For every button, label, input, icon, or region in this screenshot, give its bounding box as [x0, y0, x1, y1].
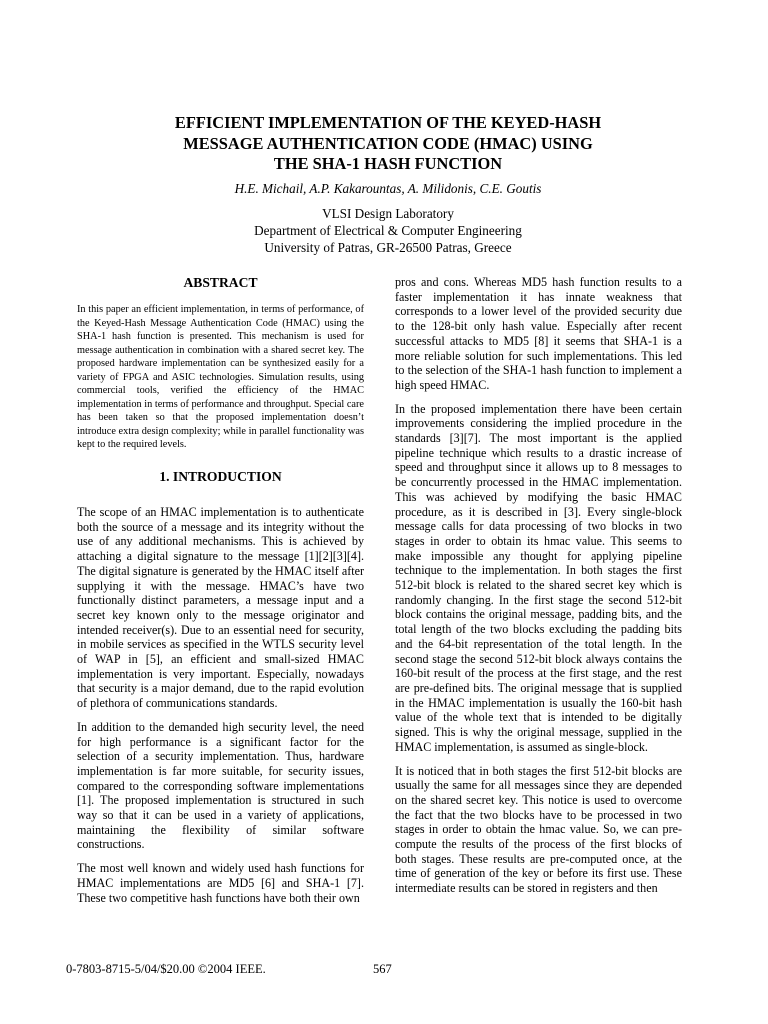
- intro-paragraph: pros and cons. Whereas MD5 hash function results to a faster implementation it has innate weakness that corresponds to a lower level of the provided security due to the 128-bit only hash value. Especially after recent successful attacks to MD5 [8] it seems that SHA-1 is a more reliable solution for such implementations. This led to the selection of the SHA-1 hash function to implement a high speed HMAC.: [395, 275, 682, 392]
- abstract-heading: ABSTRACT: [183, 275, 258, 290]
- left-column: [77, 275, 364, 905]
- intro-paragraph: The scope of an HMAC implementation is to authenticate both the source of a message and its integrity without the use of any additional mechanisms. This is achieved by attaching a digital signature to the message [1][2][3][4]. The digital signature is generated by the HMAC itself after supplying it with the message. HMAC’s have two functionally distinct parameters, a message input and a secret key known only to the message originator and intended receiver(s). Due to an essential need for security, in mobile services as specified in the WTLS security level of WAP in [5], an efficient and small-sized HMAC implementation is very important. Especially, nowadays that security is a major demand, due to the rapid evolution of plethora of communications standards.: [77, 505, 364, 711]
- title-line: MESSAGE AUTHENTICATION CODE (HMAC) USING: [183, 133, 593, 153]
- affiliation: [100, 205, 676, 256]
- affiliation-line: VLSI Design Laboratory: [322, 206, 454, 221]
- intro-paragraph: In the proposed implementation there have been certain improvements considering the implied procedure in the standards [3][7]. The most important is the applied pipeline technique which results to a drastic increase of speed and throughput since it allows up to 8 messages to be concurrently processed in the HMAC implementation. This was achieved by modifying the basic HMAC procedure, as it is described in [3]. Every single-block message calls for data processing of two blocks in two stages in order to obtain its hmac value. This seems to make impossible any thought for applying pipeline technique to the implementation. In both stages the first 512-bit block is related to the shared secret key which is randomly changing. In the first stage the second 512-bit block contains the original message, padding bits, and the total length of the two blocks excluding the padding bits and the 64-bit representation of the total length. In the second stage the second 512-bit block always contains the 160-bit result of the process at the first stage, and the rest are pre-defined bits. The original message that is supplied in the HMAC implementation is usually the 160-bit hash value of the whole text that is intended to be digitally signed. This is why the original message, supplied in the HMAC implementation, is assumed as single-block.: [395, 401, 682, 754]
- title-line: EFFICIENT IMPLEMENTATION OF THE KEYED-HASH: [174, 113, 602, 132]
- copyright-notice: 0-7803-8715-5/04/$20.00 ©2004 IEEE.: [66, 962, 266, 976]
- intro-paragraph: It is noticed that in both stages the first 512-bit blocks are usually the same for all messages since they are depended on the shared secret key. This notice is used to overcome the fact that the two blocks have to be processed in two stages in order to obtain the hmac value. So, we can pre-compute the results of the process of the first blocks of both stages. These results are pre-computed once, at the time of generation of the key or before its first use. These intermediate results can be stored in registers and then: [395, 763, 682, 896]
- page-number: 567: [373, 962, 392, 976]
- intro-paragraph: The most well known and widely used hash functions for HMAC implementations are MD5 [6] and SHA-1 [7]. These two competitive hash functions have both their own: [77, 861, 364, 905]
- intro-paragraph: In addition to the demanded high security level, the need for high performance is a significant factor for the selection of a security implementation. Thus, hardware implementation is far more suitable, for security issues, compared to the corresponding software implementations [1]. The proposed implementation is structured in such way so that it can be used in a variety of applications, maintaining the flexibility of similar software constructions.: [77, 719, 364, 852]
- paper-title: [100, 113, 676, 175]
- right-column: [395, 275, 682, 905]
- introduction-heading: 1. INTRODUCTION: [159, 469, 282, 485]
- affiliation-line: University of Patras, GR-26500 Patras, Greece: [264, 240, 512, 255]
- abstract-text: In this paper an efficient implementation, in terms of performance, of the Keyed-Hash Message Authentication Code (HMAC) using the SHA-1 hash function is presented. This mechanism is used for message authentication in combination with a shared secret key. The proposed hardware implementation can be synthesized easily for a variety of FPGA and ASIC technologies. Simulation results, using commercial tools, verified the efficiency of the HMAC implementation in terms of performance and throughput. Special care has been taken so that the proposed implementation doesn’t introduce extra design complexity; while in parallel functionality was kept to the required levels.: [77, 304, 364, 451]
- affiliation-line: Department of Electrical & Computer Engineering: [254, 223, 522, 238]
- author-list: H.E. Michail, A.P. Kakarountas, A. Milidonis, C.E. Goutis: [234, 181, 542, 196]
- title-line: THE SHA-1 HASH FUNCTION: [273, 154, 503, 173]
